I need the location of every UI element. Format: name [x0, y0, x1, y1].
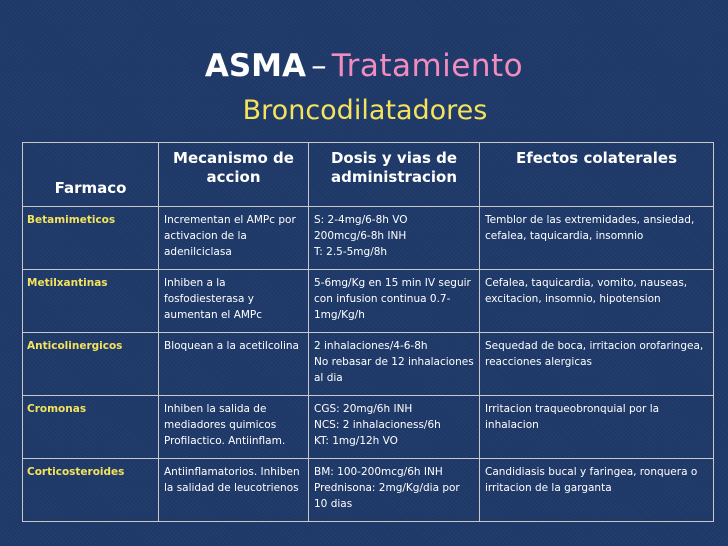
dosis-line: BM: 100-200mcg/6h INH [314, 466, 443, 478]
cell-mecanismo [159, 459, 309, 522]
title-main: ASMA [204, 48, 307, 84]
cell-mecanismo [159, 270, 309, 333]
table-row [23, 459, 714, 522]
header-mecanismo: Mecanismo de accion [159, 143, 309, 207]
cell-mecanismo [159, 396, 309, 459]
table-row [23, 333, 714, 396]
dosis-line: KT: 1mg/12h VO [314, 434, 398, 447]
cell-efectos [480, 333, 714, 396]
dosis-line: NCS: 2 inhalacioness/6h [314, 418, 441, 431]
cell-farmaco: Corticosteroides [23, 459, 159, 522]
dosis-line: CGS: 20mg/6h INH [314, 403, 413, 415]
cell-efectos [480, 270, 714, 333]
dosis-line: T: 2.5-5mg/8h [314, 245, 388, 258]
efectos-line: Irritacion traqueobronquial por la inhalacion [485, 403, 660, 431]
dosis-line: No rebasar de 12 inhalaciones al dia [314, 355, 474, 384]
mecanismo-line: Inhiben a la fosfodiesterasa y aumentan el AMPc [164, 277, 263, 321]
cell-farmaco: Anticolinergicos [23, 333, 159, 396]
title-dash: – [311, 48, 327, 84]
slide-subtitle: Broncodilatadores [242, 95, 488, 126]
cell-farmaco: Betamimeticos [23, 207, 159, 270]
header-dosis: Dosis y vias de administracion [309, 143, 480, 207]
table-row [23, 270, 714, 333]
dosis-line: 2 inhalaciones/4-6-8h [314, 340, 428, 352]
dosis-line: Prednisona: 2mg/Kg/dia por 10 dias [314, 481, 460, 510]
cell-farmaco: Cromonas [23, 396, 159, 459]
efectos-line: Sequedad de boca, irritacion orofaringea, reacciones alergicas [485, 340, 704, 368]
cell-efectos [480, 207, 714, 270]
mecanismo-line: Incrementan el AMPc por activacion de la adenilciclasa [164, 214, 296, 258]
treatment-table [22, 142, 714, 522]
table-row [23, 207, 714, 270]
mecanismo-line: Bloquean a la acetilcolina [164, 340, 299, 352]
cell-mecanismo [159, 333, 309, 396]
efectos-line: Cefalea, taquicardia, vomito, nauseas, excitacion, insomnio, hipotension [485, 277, 688, 305]
cell-efectos [480, 459, 714, 522]
mecanismo-line: Antiinflamatorios. Inhiben la salidad de leucotrienos [164, 466, 300, 494]
efectos-line: Candidiasis bucal y faringea, ronquera o irritacion de la garganta [485, 466, 698, 494]
efectos-line: Temblor de las extremidades, ansiedad, cefalea, taquicardia, insomnio [485, 214, 695, 242]
dosis-line: 200mcg/6-8h INH [314, 229, 407, 242]
header-efectos: Efectos colaterales [480, 143, 714, 207]
cell-efectos [480, 396, 714, 459]
cell-mecanismo [159, 207, 309, 270]
dosis-line: S: 2-4mg/6-8h VO [314, 214, 408, 226]
mecanismo-line: Profilactico. Antiinflam. [164, 434, 286, 447]
title-accent: Tratamiento [331, 48, 524, 84]
dosis-line: 5-6mg/Kg en 15 min IV seguir con infusion continua 0.7-1mg/Kg/h [314, 277, 471, 321]
table-header-row [23, 143, 714, 207]
cell-farmaco: Metilxantinas [23, 270, 159, 333]
slide-title [0, 48, 728, 84]
cell-dosis [309, 459, 480, 522]
cell-dosis [309, 270, 480, 333]
table-body [23, 207, 714, 522]
mecanismo-line: Inhiben la salida de mediadores quimicos [164, 403, 277, 431]
cell-dosis [309, 207, 480, 270]
cell-dosis [309, 396, 480, 459]
table-row [23, 396, 714, 459]
cell-dosis [309, 333, 480, 396]
header-farmaco: Farmaco [23, 143, 159, 207]
